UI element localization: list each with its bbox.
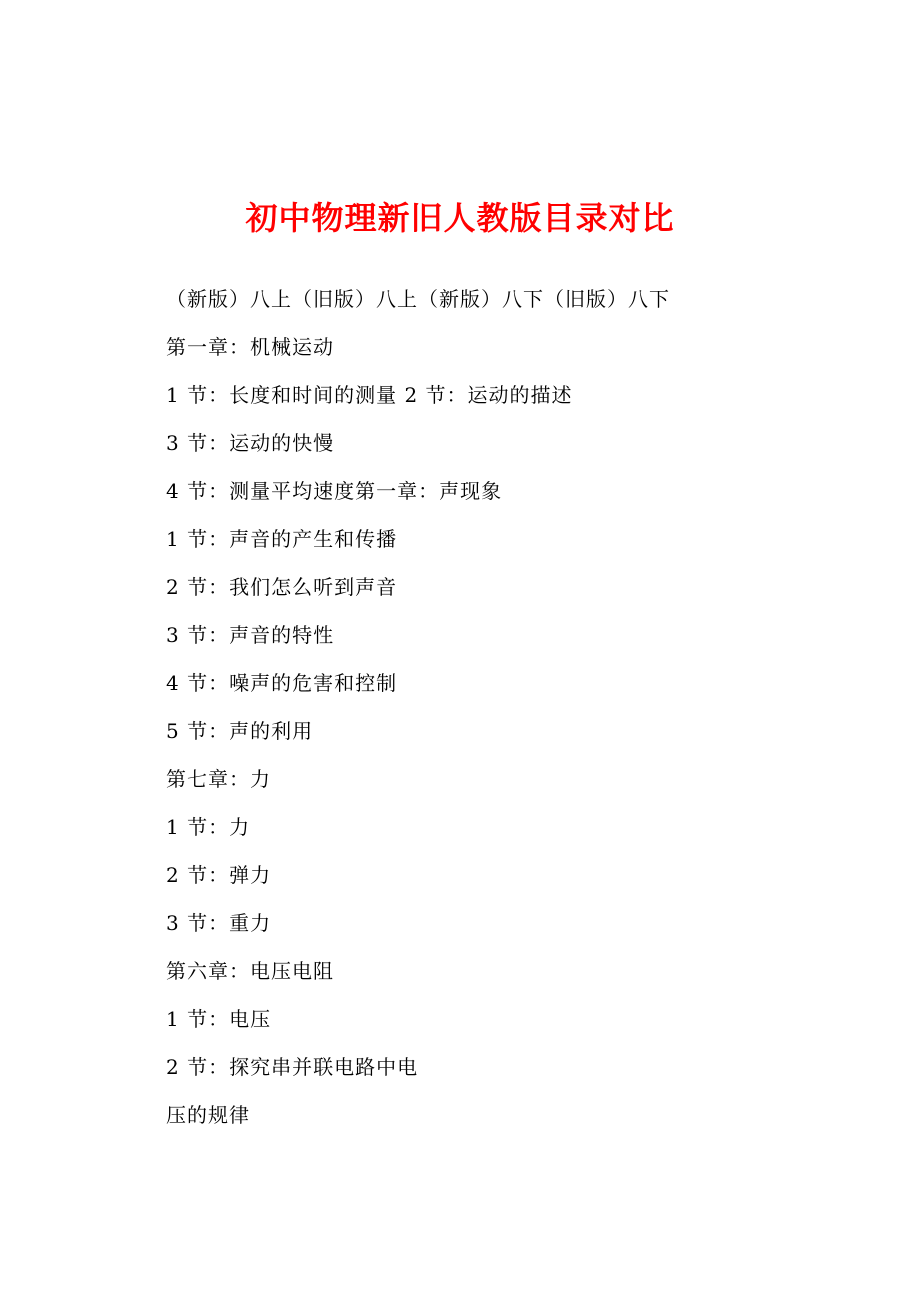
section-line: 5 节：声的利用 xyxy=(166,719,314,743)
section-line: 1 节：长度和时间的测量 2 节：运动的描述 xyxy=(166,383,573,407)
section-line: 2 节：我们怎么听到声音 xyxy=(166,575,398,599)
edition-header-line: （新版）八上（旧版）八上（新版）八下（旧版）八下 xyxy=(166,287,670,311)
chapter-heading: 第一章：机械运动 xyxy=(166,335,334,359)
chapter-heading: 第六章：电压电阻 xyxy=(166,959,334,983)
section-line: 1 节：电压 xyxy=(166,1007,272,1031)
section-line: 2 节：探究串并联电路中电 xyxy=(166,1055,419,1079)
section-line: 3 节：运动的快慢 xyxy=(166,431,335,455)
section-line: 4 节：测量平均速度第一章：声现象 xyxy=(166,479,503,503)
section-line: 2 节：弹力 xyxy=(166,863,272,887)
document-title: 初中物理新旧人教版目录对比 xyxy=(245,199,675,237)
section-line: 4 节：噪声的危害和控制 xyxy=(166,671,398,695)
section-line: 1 节：力 xyxy=(166,815,251,839)
section-line: 3 节：重力 xyxy=(166,911,272,935)
section-line: 1 节：声音的产生和传播 xyxy=(166,527,398,551)
section-line: 3 节：声音的特性 xyxy=(166,623,335,647)
section-line-continuation: 压的规律 xyxy=(166,1103,250,1127)
document-body xyxy=(166,275,800,1139)
chapter-heading: 第七章：力 xyxy=(166,767,271,791)
